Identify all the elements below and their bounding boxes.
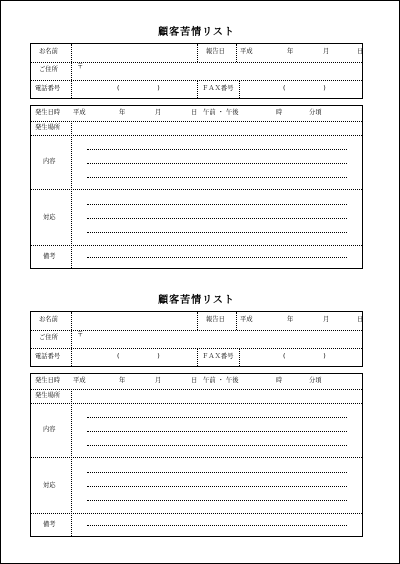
content-label: 内容 [43,426,56,433]
name-label: お名前 [39,316,58,323]
era-text: 平成 [240,48,253,55]
content-write-line[interactable] [87,431,347,432]
hour-text: 時 [276,377,283,384]
address-label: ご住所 [39,334,58,341]
day-text: 日 [357,48,364,55]
content-write-line[interactable] [87,163,347,164]
minute-text: 分頃 [309,109,322,116]
year-text: 年 [119,377,126,384]
form-title: 顧客苦情リスト [158,27,235,38]
day-text: 日 [357,316,364,323]
name-label: お名前 [39,48,58,55]
occur-place-field[interactable] [73,390,361,402]
report-date-label: 報告日 [206,316,225,323]
report-date-field[interactable] [240,48,364,55]
fax-label: ＦＡＸ番号 [202,353,234,360]
name-field[interactable] [73,45,196,61]
response-write-line[interactable] [87,472,347,473]
phone-field[interactable]: ( ) [117,85,160,92]
phone-label: 電話番号 [35,85,61,92]
customer-info-table [30,311,363,367]
occur-datetime-label: 発生日時 [35,377,61,384]
content-write-line[interactable] [87,149,347,150]
content-write-line[interactable] [87,417,347,418]
postal-mark: 〒 [77,331,84,338]
month-text: 月 [155,109,162,116]
response-write-line[interactable] [87,500,347,501]
response-write-line[interactable] [87,232,347,233]
fax-field[interactable]: ( ) [283,85,326,92]
incident-table [30,105,363,269]
name-field[interactable] [73,313,196,329]
response-write-line[interactable] [87,218,347,219]
day-text: 日 [191,109,198,116]
occur-datetime-field[interactable] [73,110,361,116]
day-text: 日 [191,377,198,384]
year-text: 年 [119,109,126,116]
customer-info-table [30,43,363,99]
am-pm-text: 午前 ・ 午後 [203,377,239,384]
minute-text: 分頃 [309,377,322,384]
remarks-write-line[interactable] [87,257,347,258]
month-text: 月 [323,316,330,323]
year-text: 年 [287,48,294,55]
incident-table [30,373,363,537]
month-text: 月 [323,48,330,55]
report-date-field[interactable] [240,316,364,323]
phone-label: 電話番号 [35,353,61,360]
form-title: 顧客苦情リスト [158,295,235,306]
month-text: 月 [155,377,162,384]
address-label: ご住所 [39,66,58,73]
response-label: 対応 [43,482,56,489]
am-pm-text: 午前 ・ 午後 [203,109,239,116]
remarks-write-line[interactable] [87,525,347,526]
occur-datetime-label: 発生日時 [35,109,61,116]
complaint-form-1 [30,21,363,271]
complaint-form-2 [30,289,363,539]
occur-place-label: 発生場所 [35,392,61,399]
fax-label: ＦＡＸ番号 [202,85,234,92]
era-text: 平成 [240,316,253,323]
occur-place-label: 発生場所 [35,124,61,131]
year-text: 年 [287,316,294,323]
era-text: 平成 [73,109,86,116]
content-write-line[interactable] [87,445,347,446]
content-label: 内容 [43,158,56,165]
occur-place-field[interactable] [73,122,361,134]
hour-text: 時 [276,109,283,116]
remarks-label: 備考 [43,521,56,528]
response-label: 対応 [43,214,56,221]
response-write-line[interactable] [87,204,347,205]
occur-datetime-field[interactable] [73,378,361,384]
content-write-line[interactable] [87,177,347,178]
report-date-label: 報告日 [206,48,225,55]
remarks-label: 備考 [43,253,56,260]
fax-field[interactable]: ( ) [283,353,326,360]
response-write-line[interactable] [87,486,347,487]
phone-field[interactable]: ( ) [117,353,160,360]
postal-mark: 〒 [77,63,84,70]
era-text: 平成 [73,377,86,384]
